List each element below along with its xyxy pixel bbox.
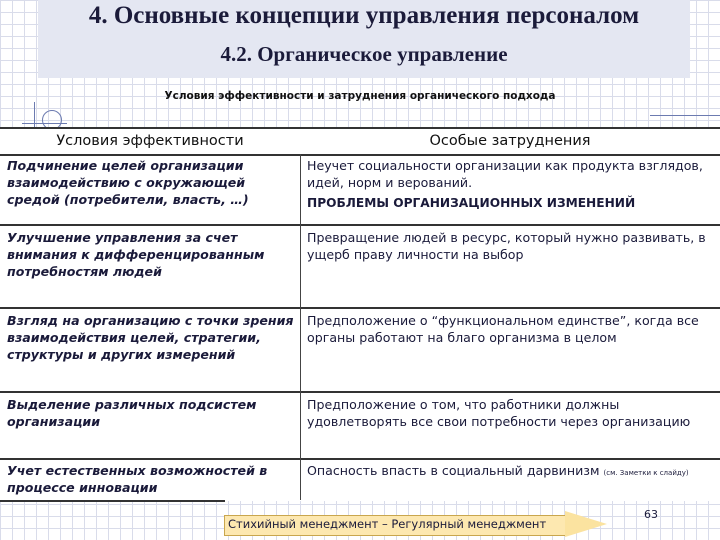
table-cell-difficulty [307, 462, 717, 479]
decorative-line [650, 115, 720, 116]
table-row-divider [0, 391, 720, 393]
table-row-divider [0, 458, 720, 460]
table-row-divider [0, 307, 720, 309]
slide-notes-reference: (см. Заметки к слайду) [603, 469, 689, 477]
table-cell-difficulty: Предположение о “функциональном единстве”, когда все органы работают на благо организма в целом [307, 313, 699, 345]
table-cell-condition: Учет естественных возможностей в процессе инновации [7, 463, 268, 495]
difficulty-text: Неучет социальности организации как продукта взглядов, идей, норм и верований. [307, 158, 703, 190]
arrow-right-icon [565, 511, 607, 537]
difficulty-text: Опасность впасть в социальный дарвинизм [307, 463, 600, 478]
page-number: 63 [644, 508, 658, 521]
column-header-conditions: Условия эффективности [56, 133, 244, 149]
table-caption: Условия эффективности и затруднения органического подхода [164, 90, 556, 102]
table-row-divider [0, 154, 720, 156]
difficulty-highlight: ПРОБЛЕМЫ ОРГАНИЗАЦИОННЫХ ИЗМЕНЕНИЙ [307, 196, 636, 210]
table-cell-difficulty: Превращение людей в ресурс, который нужно развивать, в ущерб праву личности на выбор [307, 230, 706, 262]
table-cell-difficulty [307, 157, 717, 212]
slide-subtitle: 4.2. Органическое управление [220, 42, 508, 66]
table-cell-difficulty: Предположение о том, что работники должны удовлетворять все свои потребности через организацию [307, 397, 691, 429]
table-row-divider [0, 224, 720, 226]
table-cell-condition: Улучшение управления за счет внимания к дифференцированным потребностям людей [7, 230, 265, 279]
table-cell-condition: Выделение различных подсистем организации [7, 397, 257, 429]
column-header-difficulties: Особые затруднения [429, 133, 591, 149]
table-border [0, 127, 720, 129]
slide-title: 4. Основные концепции управления персоналом [88, 2, 640, 29]
table-column-divider [300, 154, 301, 500]
table-cell-condition: Подчинение целей организации взаимодействию с окружающей средой (потребители, власть, …) [7, 158, 249, 207]
table-cell-condition: Взгляд на организацию с точки зрения взаимодействия целей, стратегии, структуры и других измерений [7, 313, 294, 362]
progression-arrow-label: Стихийный менеджмент – Регулярный менеджмент [228, 517, 547, 531]
table-border [0, 500, 225, 502]
